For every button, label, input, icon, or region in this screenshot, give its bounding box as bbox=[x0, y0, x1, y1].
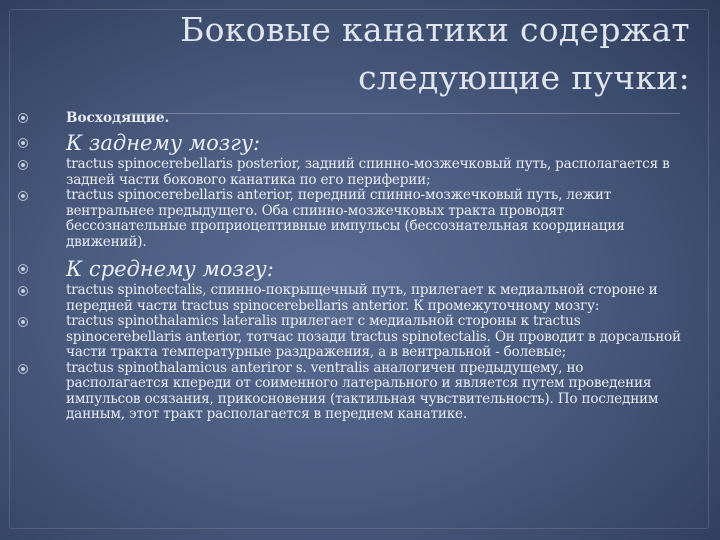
bullet-icon bbox=[18, 364, 28, 374]
list-item-spinocerebellar-anterior bbox=[18, 188, 686, 250]
bullet-icon bbox=[18, 317, 28, 327]
bullet-list bbox=[18, 110, 686, 423]
title-line-2: следующие пучки: bbox=[358, 58, 690, 97]
list-item-spinothalamic-anterior bbox=[18, 361, 686, 423]
list-item-hindbrain-heading bbox=[18, 130, 686, 156]
list-item-text: К среднему мозгу: bbox=[66, 257, 274, 281]
bullet-icon bbox=[18, 160, 28, 170]
bullet-icon bbox=[18, 191, 28, 201]
list-item-midbrain-heading bbox=[18, 256, 686, 282]
list-item-text: tractus spinocerebellaris anterior, передний спинно-мозжечковый путь, лежит вентральнее предыдущего. Оба спинно-мозжечковых тракта проводят бессознательные проприоцептивные импульсы (бессознательная координация движений). bbox=[66, 187, 625, 250]
bullet-icon bbox=[18, 286, 28, 296]
bullet-icon bbox=[18, 264, 28, 274]
bullet-icon bbox=[18, 138, 28, 148]
bullet-icon bbox=[18, 113, 28, 123]
list-item-text: tractus spinotectalis, спинно-покрыщечный путь, прилегает к медиальной стороне и передней части tractus spinocerebellaris anterior. К промежуточному мозгу: bbox=[66, 282, 658, 314]
list-item-text: tractus spinothalamicus anteriror s. ventralis аналогичен предыдущему, но располагается кпереди от соименного латерального и является путем проведения импульсов осязания, прикосновения (тактильная чувствительность). По последним данным, этот тракт располагается в переднем канатике. bbox=[66, 359, 659, 422]
list-item-text: Восходящие. bbox=[66, 110, 170, 126]
list-item-spinothalamic-lateralis bbox=[18, 314, 686, 361]
list-item-text: К заднему мозгу: bbox=[66, 131, 261, 155]
list-item-spinotectalis bbox=[18, 283, 686, 314]
list-item-text: tractus spinocerebellaris posterior, задний спинно-мозжечковый путь, располагается в задней части бокового канатика по его периферии; bbox=[66, 156, 670, 188]
list-item-text: tractus spinothalamics lateralis прилегает с медиальной стороны к tractus spinocerebellaris anterior, тотчас позади tractus spinotectalis. Он проводит в дорсальной части тракта температурные раздражения, а в вентральной - болевые; bbox=[66, 313, 681, 360]
list-item-ascending bbox=[18, 110, 686, 127]
slide-title bbox=[70, 6, 690, 102]
list-item-spinocerebellar-posterior bbox=[18, 157, 686, 188]
title-line-1: Боковые канатики содержат bbox=[180, 10, 690, 49]
